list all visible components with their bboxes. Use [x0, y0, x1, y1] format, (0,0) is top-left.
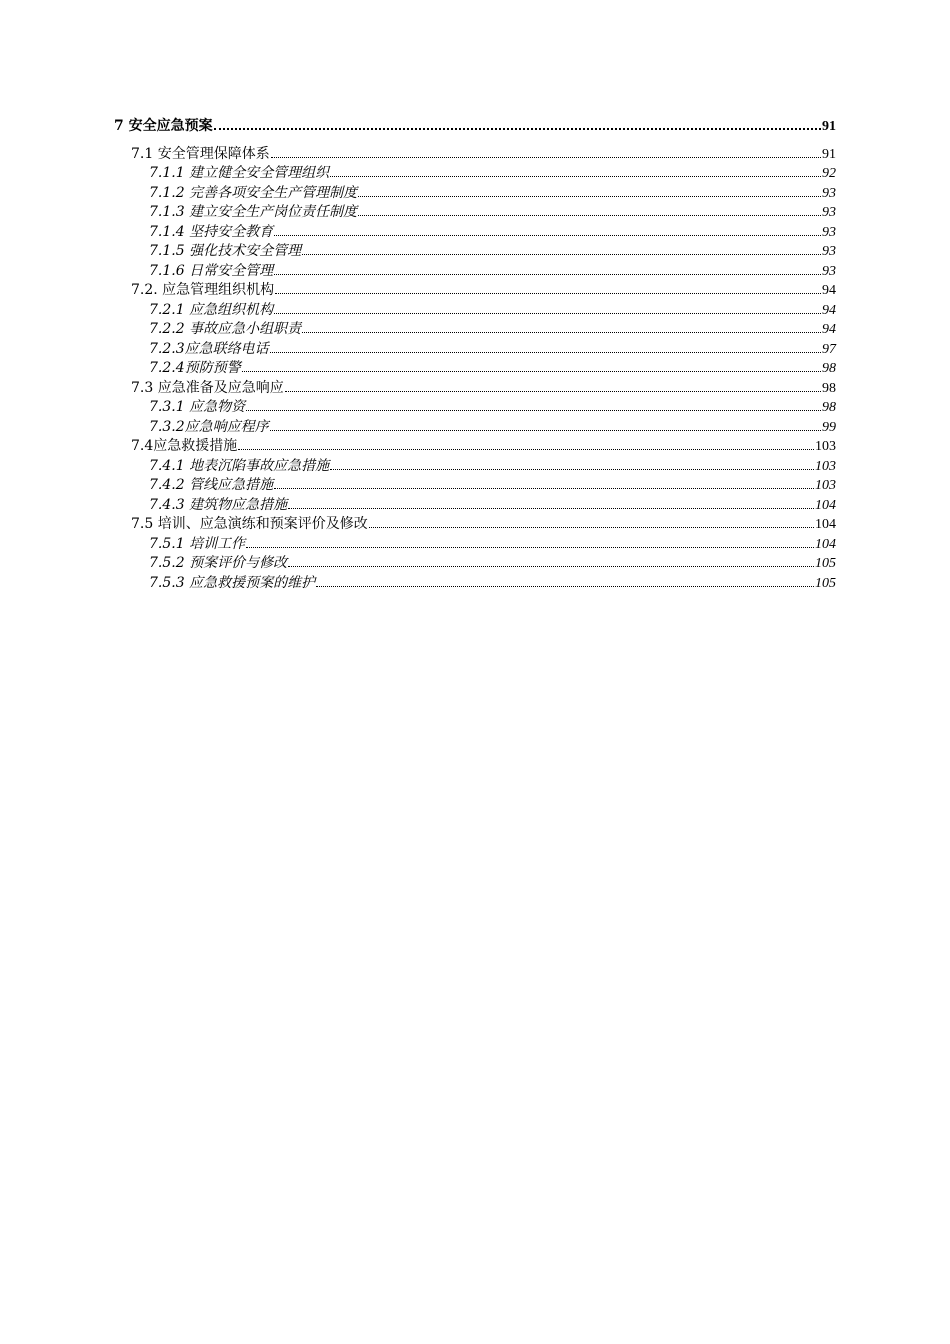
toc-entry-title: 7.1.5 强化技术安全管理	[149, 243, 302, 259]
toc-entry-7-4-3[interactable]	[149, 495, 836, 514]
dot-leader	[330, 163, 821, 177]
toc-entry-title: 7.5 培训、应急演练和预案评价及修改	[131, 516, 368, 532]
toc-entry-7-5-1[interactable]	[149, 534, 836, 553]
toc-entry-page: 105	[815, 556, 836, 571]
toc-entry-page: 93	[822, 244, 836, 259]
toc-entry-page: 104	[815, 537, 836, 552]
toc-entry-7-5-2[interactable]	[149, 553, 836, 572]
toc-entry-7-2-4[interactable]	[149, 358, 836, 377]
toc-entry-title: 7.2.1 应急组织机构	[149, 302, 274, 318]
toc-entry-title: 7.1.1 建立健全安全管理组织	[149, 165, 330, 181]
toc-entry-page: 104	[815, 498, 836, 513]
dot-leader	[330, 456, 814, 470]
dot-leader	[288, 495, 814, 509]
dot-leader	[274, 475, 814, 489]
toc-entry-page: 103	[815, 459, 836, 474]
toc-entry-title: 7.2.4预防预警	[149, 360, 241, 376]
dot-leader	[270, 339, 821, 353]
toc-entry-title: 7.3.2应急响应程序	[149, 419, 269, 435]
toc-entry-page: 93	[822, 264, 836, 279]
toc-entry-page: 98	[822, 361, 836, 376]
toc-entry-page: 93	[822, 205, 836, 220]
toc-entry-page: 94	[822, 303, 836, 318]
toc-entry-title: 7.3.1 应急物资	[149, 399, 246, 415]
toc-entry-7-3-2[interactable]	[149, 417, 836, 436]
toc-entry-title: 7.1.2 完善各项安全生产管理制度	[149, 185, 358, 201]
toc-entry-page: 91	[822, 147, 836, 162]
dot-leader	[288, 553, 814, 567]
toc-entry-7-1-6[interactable]	[149, 261, 836, 280]
toc-entry-title: 7.2. 应急管理组织机构	[131, 282, 275, 298]
toc-entry-title: 7 安全应急预案	[114, 118, 213, 134]
toc-entry-7-2[interactable]	[131, 280, 836, 299]
dot-leader	[242, 358, 821, 372]
toc-entry-title: 7.4.2 管线应急措施	[149, 477, 274, 493]
toc-entry-7-1-1[interactable]	[149, 163, 836, 182]
toc-entry-7-2-2[interactable]	[149, 319, 836, 338]
toc-entry-page: 103	[815, 478, 836, 493]
dot-leader	[270, 417, 821, 431]
toc-entry-page: 93	[822, 225, 836, 240]
toc-entry-page: 94	[822, 322, 836, 337]
toc-entry-7-4-2[interactable]	[149, 475, 836, 494]
dot-leader	[302, 241, 821, 255]
toc-entry-7-4-1[interactable]	[149, 456, 836, 475]
toc-entry-page: 103	[815, 439, 836, 454]
toc-entry-title: 7.4.1 地表沉陷事故应急措施	[149, 458, 330, 474]
toc-entry-7-2-3[interactable]	[149, 339, 836, 358]
dot-leader	[369, 514, 814, 528]
dot-leader	[358, 183, 821, 197]
toc-entry-7-3[interactable]	[131, 378, 836, 397]
toc-entry-7-1-3[interactable]	[149, 202, 836, 221]
dot-leader	[246, 534, 814, 548]
dot-leader	[316, 573, 814, 587]
toc-entry-7-5-3[interactable]	[149, 573, 836, 592]
toc-entry-title: 7.1 安全管理保障体系	[131, 146, 270, 162]
toc-entry-page: 97	[822, 342, 836, 357]
toc-entry-page: 94	[822, 283, 836, 298]
toc-entry-title: 7.2.3应急联络电话	[149, 341, 269, 357]
toc-entry-7-1-4[interactable]	[149, 222, 836, 241]
toc-entry-page: 104	[815, 517, 836, 532]
dot-leader	[214, 115, 821, 130]
toc-entry-7-5[interactable]	[131, 514, 836, 533]
toc-entry-page: 99	[822, 420, 836, 435]
toc-entry-page: 92	[822, 166, 836, 181]
toc-entry-7-1[interactable]	[131, 144, 836, 163]
dot-leader	[285, 378, 821, 392]
dot-leader	[302, 319, 821, 333]
toc-entry-7-1-5[interactable]	[149, 241, 836, 260]
toc-entry-title: 7.5.2 预案评价与修改	[149, 555, 288, 571]
dot-leader	[274, 261, 821, 275]
dot-leader	[271, 144, 821, 158]
toc-entry-page: 91	[822, 119, 836, 134]
toc-entry-chapter-7[interactable]	[114, 115, 836, 134]
toc-entry-title: 7.1.3 建立安全生产岗位责任制度	[149, 204, 358, 220]
toc-entry-7-2-1[interactable]	[149, 300, 836, 319]
toc-entry-page: 98	[822, 400, 836, 415]
toc-entry-title: 7.4.3 建筑物应急措施	[149, 497, 288, 513]
toc-entry-title: 7.5.1 培训工作	[149, 536, 246, 552]
dot-leader	[238, 436, 814, 450]
toc-entry-title: 7.3 应急准备及应急响应	[131, 380, 284, 396]
toc-entry-title: 7.1.6 日常安全管理	[149, 263, 274, 279]
toc-entry-page: 93	[822, 186, 836, 201]
dot-leader	[246, 397, 821, 411]
toc-entry-7-1-2[interactable]	[149, 183, 836, 202]
toc-entry-title: 7.4应急救援措施	[131, 438, 238, 454]
toc-entry-title: 7.1.4 坚持安全教育	[149, 224, 274, 240]
dot-leader	[274, 222, 821, 236]
dot-leader	[274, 300, 821, 314]
dot-leader	[358, 202, 821, 216]
toc-entry-title: 7.5.3 应急救援预案的维护	[149, 575, 316, 591]
toc-entry-page: 98	[822, 381, 836, 396]
toc-entry-page: 105	[815, 576, 836, 591]
toc-entry-title: 7.2.2 事故应急小组职责	[149, 321, 302, 337]
toc-entry-7-3-1[interactable]	[149, 397, 836, 416]
dot-leader	[275, 280, 821, 294]
toc-entry-7-4[interactable]	[131, 436, 836, 455]
